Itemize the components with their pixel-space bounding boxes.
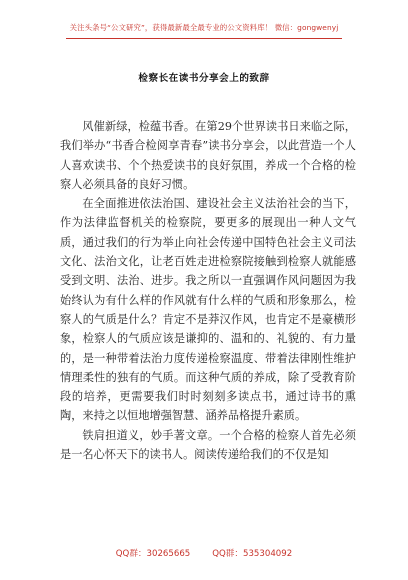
header-notice: 关注头条号“公文研究”，获得最新最全最专业的公文资料库！ 微信：gongwenyj bbox=[69, 23, 339, 32]
header-divider bbox=[66, 38, 342, 39]
paragraph: 风催新绿，检蕴书香。在第29个世界读书日来临之际，我们举办“书香合检阅享青春”读书分享会，以此营造一个人人喜欢读书、个个热爱读书的良好氛围，养成一个合格的检察人必须具备的良好习惯。 bbox=[60, 120, 356, 191]
footer-qq-group-2: QQ群：535304092 bbox=[212, 549, 293, 559]
footer-contact bbox=[0, 547, 408, 559]
paragraph: 在全面推进依法治国、建设社会主义法治社会的当下，作为法律监督机关的检察院，要更多的展现出一种人文气质，通过我们的行为举止向社会传递中国特色社会主义司法文化、法治文化，让老百姓走进检察院接触到检察人就能感受到文明、法治、进步。我之所以一直强调作风问题因为我始终认为有什么样的作风就有什么样的气质和形象那么，检察人的气质是什么？肯定不是莽汉作风，也肯定不是豪横形象，检察人的气质应该是谦抑的、温和的、礼貌的、有力量的，是一种带着法治力度传递检察温度、带着法律刚性维护情理柔性的独有的气质。而这种气质的养成，除了受教育阶段的培养，更需要我们时时刻刻多读点书，通过诗书的熏陶，来持之以恒地增强智慧、涵养品格提升素质。 bbox=[60, 197, 356, 423]
document-title: 检察长在读书分享会上的致辞 bbox=[138, 73, 270, 84]
paragraph: 铁肩担道义，妙手著文章。一个合格的检察人首先必须是一名心怀天下的读书人。阅读传递给我们的不仅是知 bbox=[60, 428, 356, 462]
footer-qq-group-1: QQ群：30265665 bbox=[115, 549, 191, 559]
document-body bbox=[60, 117, 356, 464]
